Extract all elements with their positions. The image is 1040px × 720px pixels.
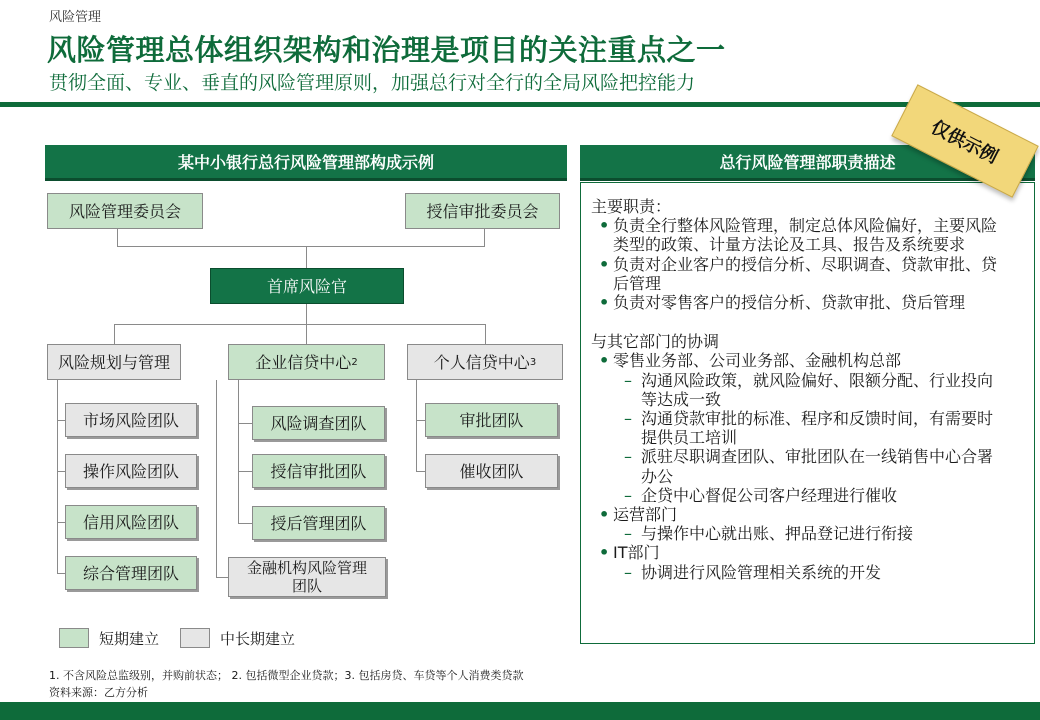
- branch-corporate-credit-label: 企业信贷中心: [255, 352, 352, 372]
- coord-item: • IT部门: [591, 543, 1001, 562]
- duties-header: 总行风险管理部职责描述: [580, 145, 1035, 181]
- coord-item: • 零售业务部、公司业务部、金融机构总部: [591, 351, 1001, 370]
- team-credit-risk: 信用风险团队: [65, 505, 197, 539]
- branch1-tree-line: [57, 380, 58, 574]
- team-collection: 催收团队: [425, 454, 558, 488]
- duties-panel: [580, 182, 1035, 644]
- page-subtitle: 贯彻全面、专业、垂直的风险管理原则，加强总行对全行的全局风险把控能力: [49, 72, 696, 94]
- branch3-drop: [485, 324, 486, 344]
- branch-connector: [114, 324, 485, 325]
- branch1-team3-tick: [57, 522, 65, 523]
- committee-right-drop: [484, 228, 485, 247]
- main-duty-item: • 负责全行整体风险管理，制定总体风险偏好，主要风险类型的政策、计量方法论及工具、报告及系统要求: [591, 216, 1001, 254]
- branch-retail-credit: [407, 344, 563, 380]
- coord-item: • 运营部门: [591, 505, 1001, 524]
- branch-corporate-credit-footnote: 2: [351, 356, 358, 368]
- financial-team-line: [216, 380, 217, 578]
- branch2-team1-tick: [238, 423, 252, 424]
- example-only-sticker: 仅供示例: [891, 84, 1039, 197]
- coord-subitem: – 派驻尽职调查团队、审批团队在一线销售中心合署办公: [591, 447, 1001, 485]
- source-note: 资料来源：乙方分析: [49, 686, 148, 699]
- team-market-risk: 市场风险团队: [65, 403, 197, 437]
- coord-subitem: – 企贷中心督促公司客户经理进行催收: [591, 486, 1001, 505]
- team-credit-approval: 授信审批团队: [252, 454, 385, 488]
- team-post-loan-mgmt: 授后管理团队: [252, 506, 385, 540]
- footer-bar: [0, 702, 1040, 720]
- legend-short-label: 短期建立: [99, 630, 160, 648]
- section-tag: 风险管理: [49, 10, 102, 25]
- legend-short-swatch: [59, 628, 89, 648]
- title-divider: [0, 102, 1040, 107]
- team-general-mgmt: 综合管理团队: [65, 556, 197, 590]
- credit-committee-box: 授信审批委员会: [405, 193, 560, 229]
- branch-risk-planning: 风险规划与管理: [47, 344, 181, 380]
- branch3-team1-tick: [416, 420, 425, 421]
- footnote: 1. 不含风险总监级别，并购前状态； 2. 包括微型企业贷款；3. 包括房贷、车贷等个人消费类贷款: [49, 669, 524, 682]
- financial-team-tick: [216, 577, 228, 578]
- org-chart-header: 某中小银行总行风险管理部构成示例: [45, 145, 567, 181]
- committee-left-drop: [117, 228, 118, 247]
- branch3-tree-line: [416, 380, 417, 472]
- cro-down-line: [306, 304, 307, 324]
- coord-subitem: – 沟通贷款审批的标准、程序和反馈时间，有需要时提供员工培训: [591, 409, 1001, 447]
- branch-corporate-credit: [228, 344, 385, 380]
- branch3-team2-tick: [416, 471, 425, 472]
- coord-subitem: – 协调进行风险管理相关系统的开发: [591, 563, 1001, 582]
- branch1-team2-tick: [57, 471, 65, 472]
- branch1-team4-tick: [57, 573, 65, 574]
- risk-committee-box: 风险管理委员会: [47, 193, 203, 229]
- cro-box: 首席风险官: [210, 268, 404, 304]
- main-duty-item: • 负责对企业客户的授信分析、尽职调查、贷款审批、贷后管理: [591, 255, 1001, 293]
- team-financial-institution: 金融机构风险管理团队: [228, 557, 386, 597]
- legend-mid-label: 中长期建立: [220, 630, 296, 648]
- page-title: 风险管理总体组织架构和治理是项目的关注重点之一: [47, 33, 726, 67]
- team-operational-risk: 操作风险团队: [65, 454, 197, 488]
- coord-subitem: – 与操作中心就出账、押品登记进行衔接: [591, 524, 1001, 543]
- branch2-team2-tick: [238, 471, 252, 472]
- branch2-tree-line: [238, 380, 239, 524]
- coord-subitem: – 沟通风险政策，就风险偏好、限额分配、行业投向等达成一致: [591, 371, 1001, 409]
- branch1-team1-tick: [57, 420, 65, 421]
- branch1-drop: [114, 324, 115, 344]
- committee-connector: [117, 246, 484, 247]
- main-duty-item: • 负责对零售客户的授信分析、贷款审批、贷后管理: [591, 293, 1001, 312]
- branch-retail-credit-label: 个人信贷中心: [433, 352, 530, 372]
- team-risk-investigation: 风险调查团队: [252, 406, 385, 440]
- cro-up-line: [306, 246, 307, 268]
- branch-retail-credit-footnote: 3: [529, 356, 537, 368]
- team-approval: 审批团队: [425, 403, 558, 437]
- branch2-team3-tick: [238, 523, 252, 524]
- branch2-drop: [306, 324, 307, 344]
- legend-mid-swatch: [180, 628, 210, 648]
- main-duties-heading: 主要职责：: [591, 197, 672, 216]
- coordination-heading: 与其它部门的协调: [591, 332, 720, 352]
